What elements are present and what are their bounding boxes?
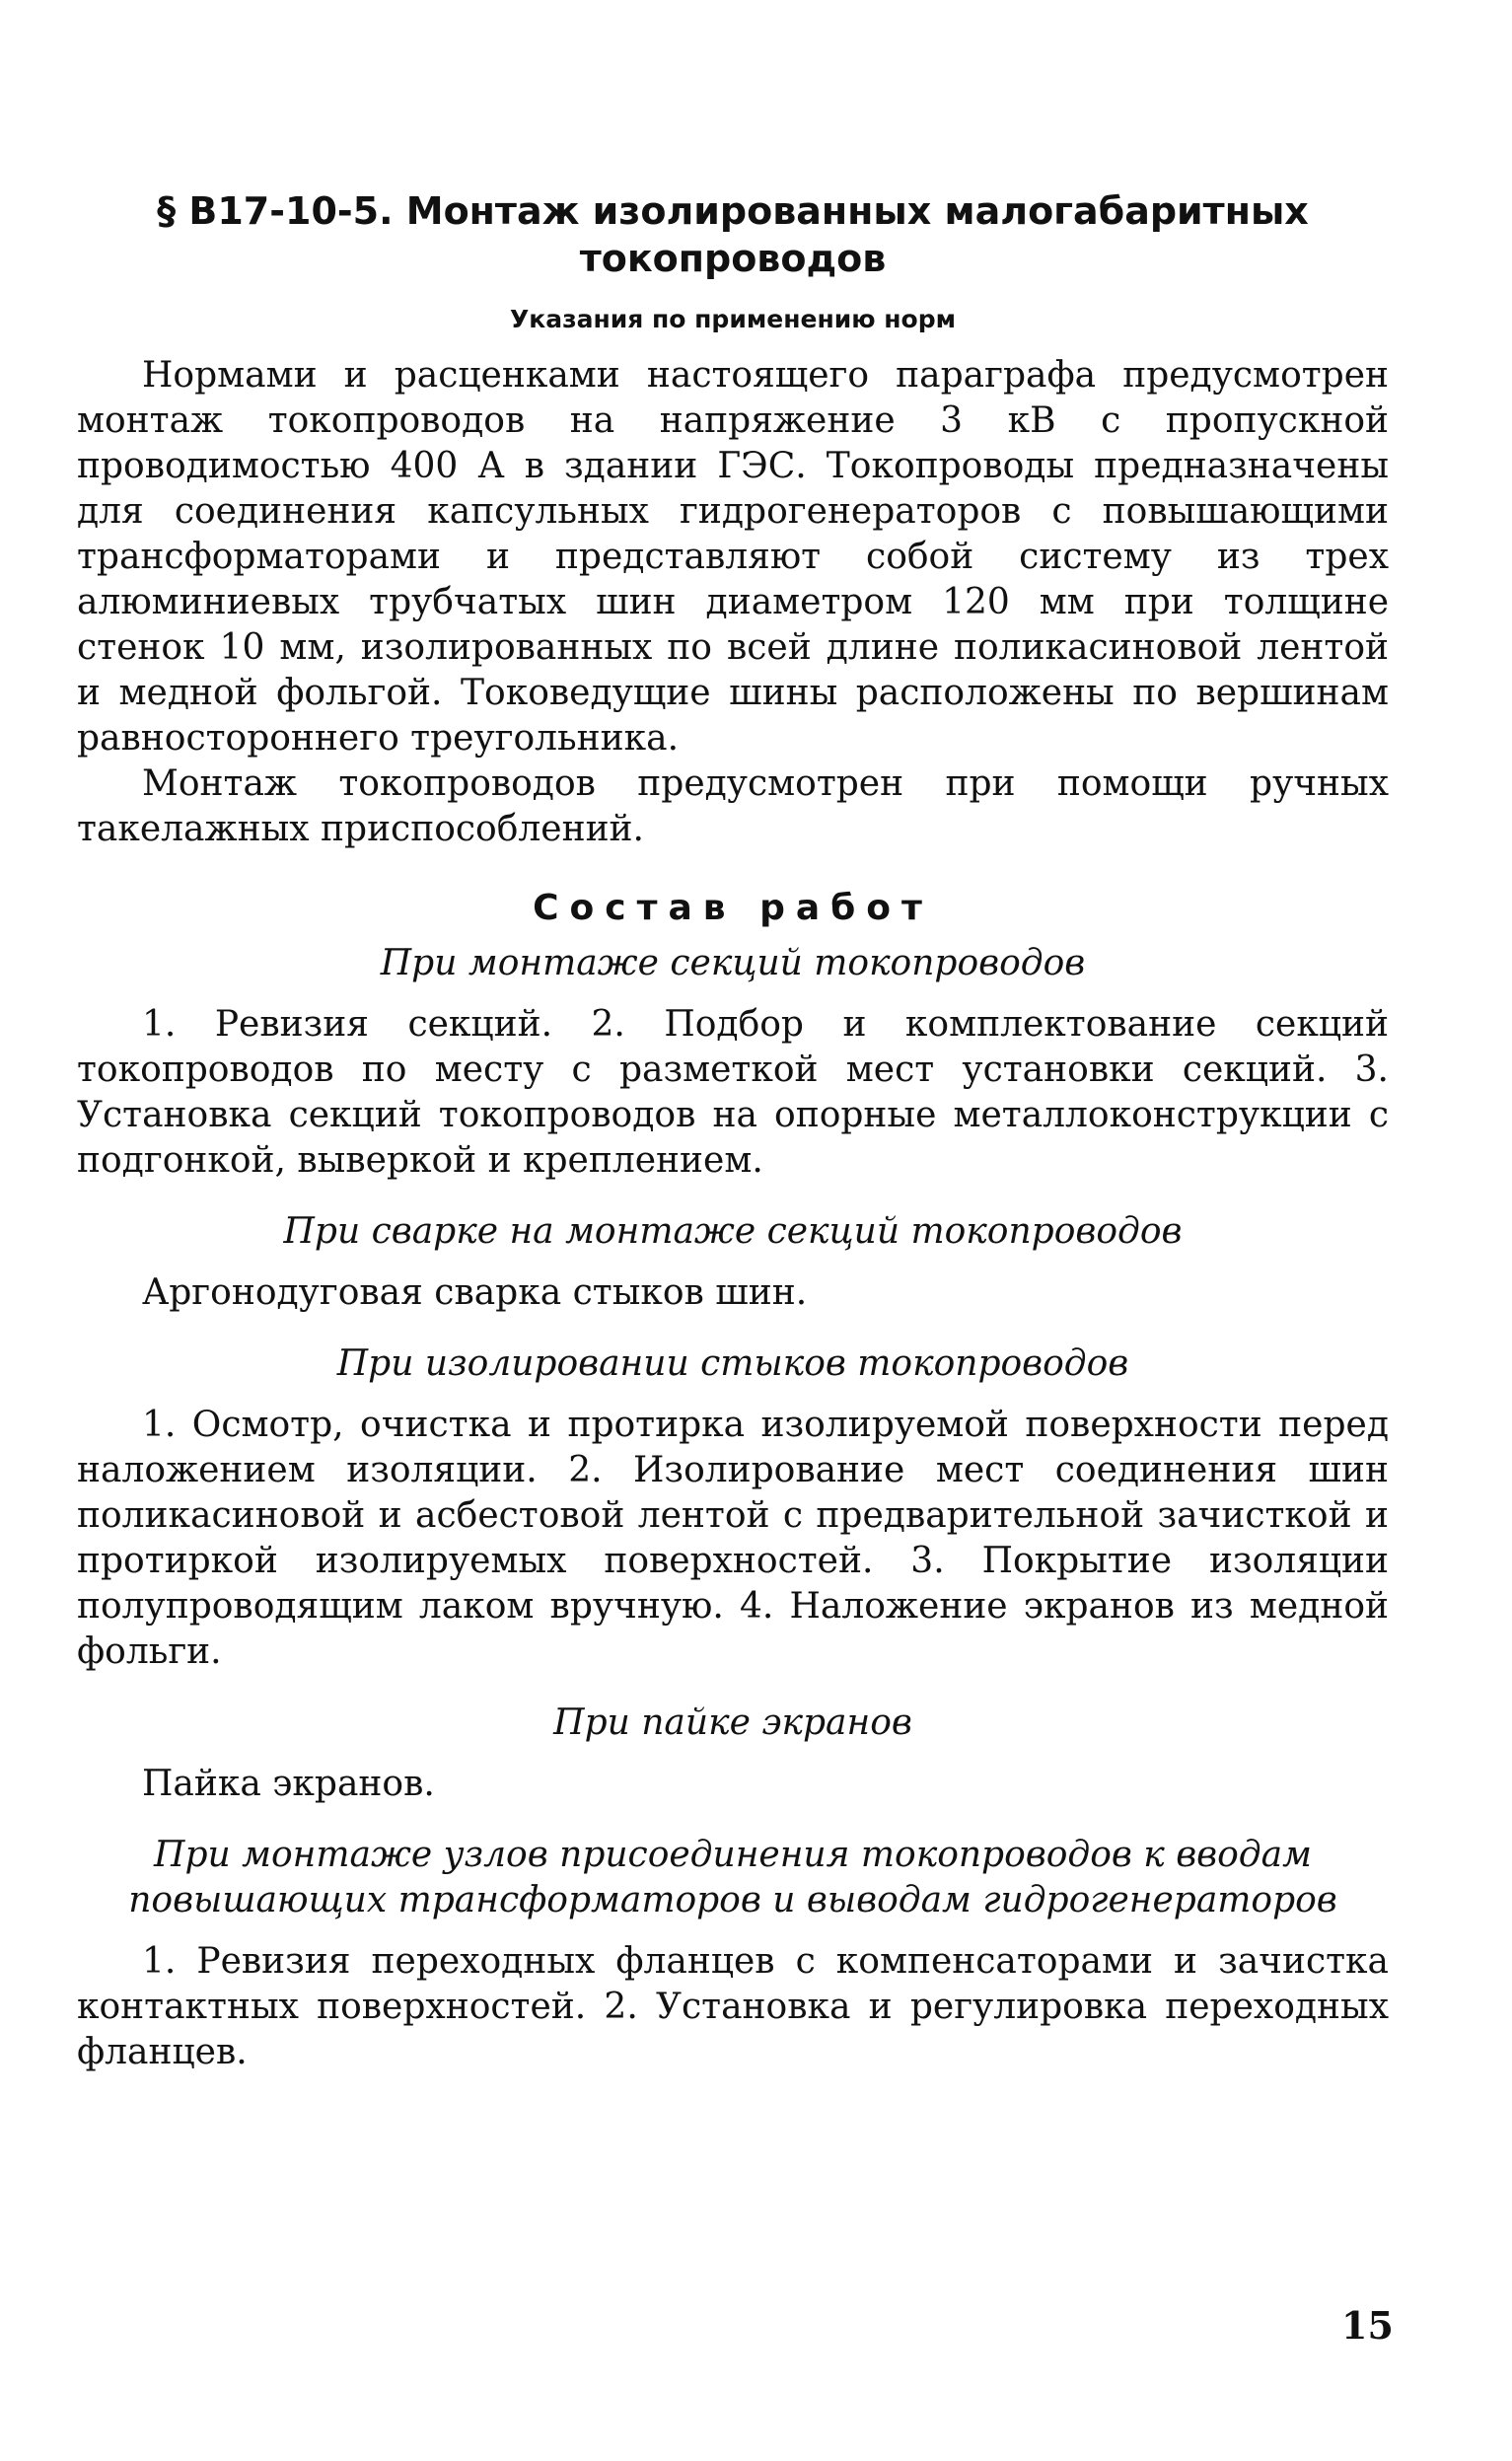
work-composition-heading: Состав работ — [533, 888, 933, 928]
section-text-screen-soldering: Пайка экранов. — [142, 1764, 435, 1804]
intro-paragraph-2: Монтаж токопроводов предусмотрен при помощи ручных такелажных приспособлений. — [77, 763, 1389, 849]
intro-paragraph-1: Нормами и расценками настоящего параграфа предусмотрен монтаж токопроводов на напряжение 3 кВ с пропускной проводимостью 400 А в здании ГЭС. Токопроводы предназначены для соединения капсульных гидрогенераторов с повышающими трансформаторами и представляют собой систему из трех алюминиевых трубчатых шин диаметром 120 мм при толщине стенок 10 мм, изолированных по всей длине поликасиновой лентой и медной фольгой. Токоведущие шины расположены по вершинам равностороннего треугольника. — [77, 355, 1389, 759]
section-heading-connection-nodes: При монтаже узлов присоединения токопроводов к вводам повышающих трансформаторов и выводам гидрогенераторов — [128, 1835, 1337, 1920]
section-text-welding: Аргонодуговая сварка стыков шин. — [142, 1272, 808, 1313]
section-text-connection-nodes: 1. Ревизия переходных фланцев с компенсаторами и зачистка контактных поверхностей. 2. Установка и регулировка переходных фланцев. — [77, 1941, 1389, 2072]
norms-usage-subtitle: Указания по применению норм — [509, 305, 957, 333]
document-page — [77, 187, 1389, 2075]
section-heading-welding: При сварке на монтаже секций токопроводов — [283, 1211, 1183, 1252]
section-text-section-mounting: 1. Ревизия секций. 2. Подбор и комплектование секций токопроводов по месту с разметкой мест установки секций. 3. Установка секций токопроводов на опорные металлоконструкции с подгонкой, выверкой и креплением. — [77, 1004, 1389, 1181]
page-number: 15 — [1341, 2303, 1394, 2348]
section-heading-joint-insulation: При изолировании стыков токопроводов — [336, 1343, 1129, 1384]
section-heading-section-mounting: При монтаже секций токопроводов — [380, 943, 1086, 983]
paragraph-title: § В17-10-5. Монтаж изолированных малогабаритных токопроводов — [157, 189, 1309, 280]
section-heading-screen-soldering: При пайке экранов — [553, 1702, 912, 1743]
section-text-joint-insulation: 1. Осмотр, очистка и протирка изолируемой поверхности перед наложением изоляции. 2. Изолирование мест соединения шин поликасиновой и асбестовой лентой с предварительной зачисткой и протиркой изолируемых поверхностей. 3. Покрытие изоляции полупроводящим лаком вручную. 4. Наложение экранов из медной фольги. — [77, 1405, 1389, 1672]
